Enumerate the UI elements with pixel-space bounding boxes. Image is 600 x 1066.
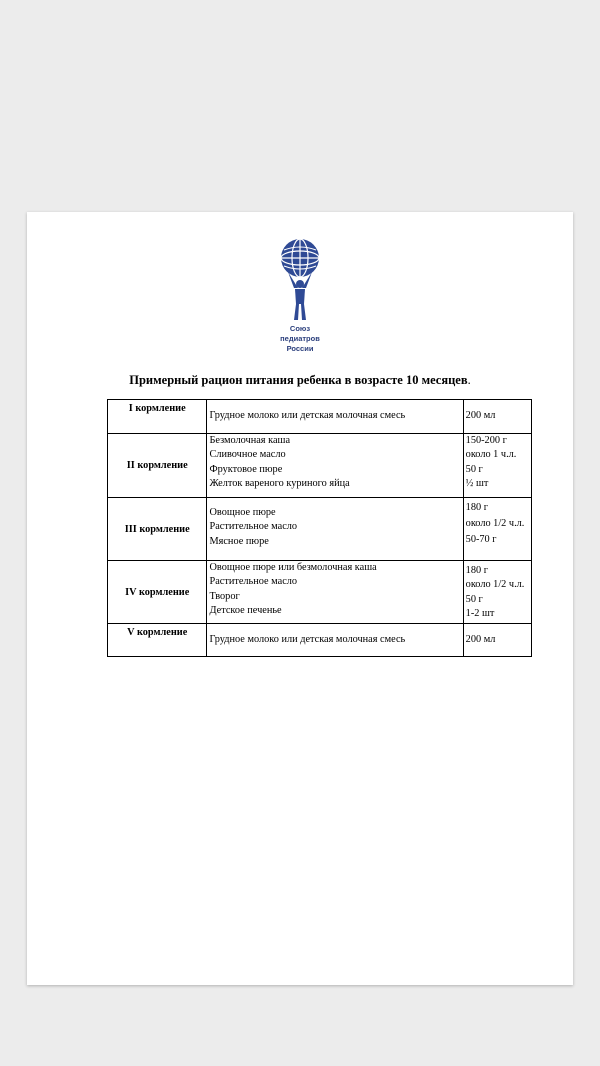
amount-item: около 1/2 ч.л. (465, 579, 525, 591)
diet-table (107, 399, 532, 657)
table-row (108, 561, 532, 624)
logo-text-line3: России (286, 344, 314, 353)
amount-item: 50-70 г (465, 534, 497, 545)
amounts-cell (463, 624, 531, 657)
logo-text-line2: педиатров (280, 334, 320, 343)
food-item: Овощное пюре или безмолочная каша (209, 562, 377, 573)
table-row (108, 400, 532, 434)
amount-item: 50 г (465, 593, 483, 605)
food-item: Фруктовое пюре (209, 463, 283, 475)
amounts-cell (463, 561, 531, 624)
food-item: Детское печенье (209, 605, 282, 617)
meal-cell: III кормление (108, 498, 207, 561)
table-row (108, 498, 532, 561)
amounts-cell (463, 434, 531, 498)
food-item: Мясное пюре (209, 535, 269, 547)
food-item: Грудное молоко или детская молочная смесь (209, 633, 406, 645)
food-item: Сливочное масло (209, 449, 286, 461)
food-item: Творог (209, 590, 240, 602)
amount-item: 180 г (465, 502, 488, 513)
foods-cell (207, 561, 463, 624)
table-row (108, 624, 532, 657)
food-item: Растительное масло (209, 576, 298, 588)
foods-cell (207, 400, 463, 434)
foods-cell (207, 498, 463, 561)
meal-cell: V кормление (108, 624, 207, 657)
food-item: Овощное пюре (209, 507, 276, 518)
amount-item: 1-2 шт (465, 608, 495, 620)
page-title-text: Примерный рацион питания ребенка в возрасте 10 месяцев (129, 373, 468, 387)
amount-item: ½ шт (465, 478, 489, 490)
amounts-cell (463, 498, 531, 561)
table-row (108, 434, 532, 498)
amount-item: 150-200 г (465, 435, 507, 446)
food-item: Желток вареного куриного яйца (209, 478, 350, 490)
foods-cell (207, 434, 463, 498)
amount-item: 180 г (465, 565, 488, 576)
meal-cell: IV кормление (108, 561, 207, 624)
logo (254, 236, 346, 358)
page-title-suffix: . (467, 373, 471, 387)
page-title (27, 373, 573, 388)
amounts-cell (463, 400, 531, 434)
meal-cell: I кормление (108, 400, 207, 434)
meal-cell: II кормление (108, 434, 207, 498)
amount-item: 200 мл (465, 633, 496, 645)
amount-item: 200 мл (465, 410, 496, 422)
food-item: Безмолочная каша (209, 435, 291, 446)
amount-item: 50 г (465, 463, 483, 475)
amount-item: около 1/2 ч.л. (465, 518, 525, 529)
logo-text-line1: Союз (289, 324, 311, 333)
foods-cell (207, 624, 463, 657)
food-item: Растительное масло (209, 521, 298, 533)
food-item: Грудное молоко или детская молочная смесь (209, 410, 406, 422)
amount-item: около 1 ч.л. (465, 449, 517, 461)
